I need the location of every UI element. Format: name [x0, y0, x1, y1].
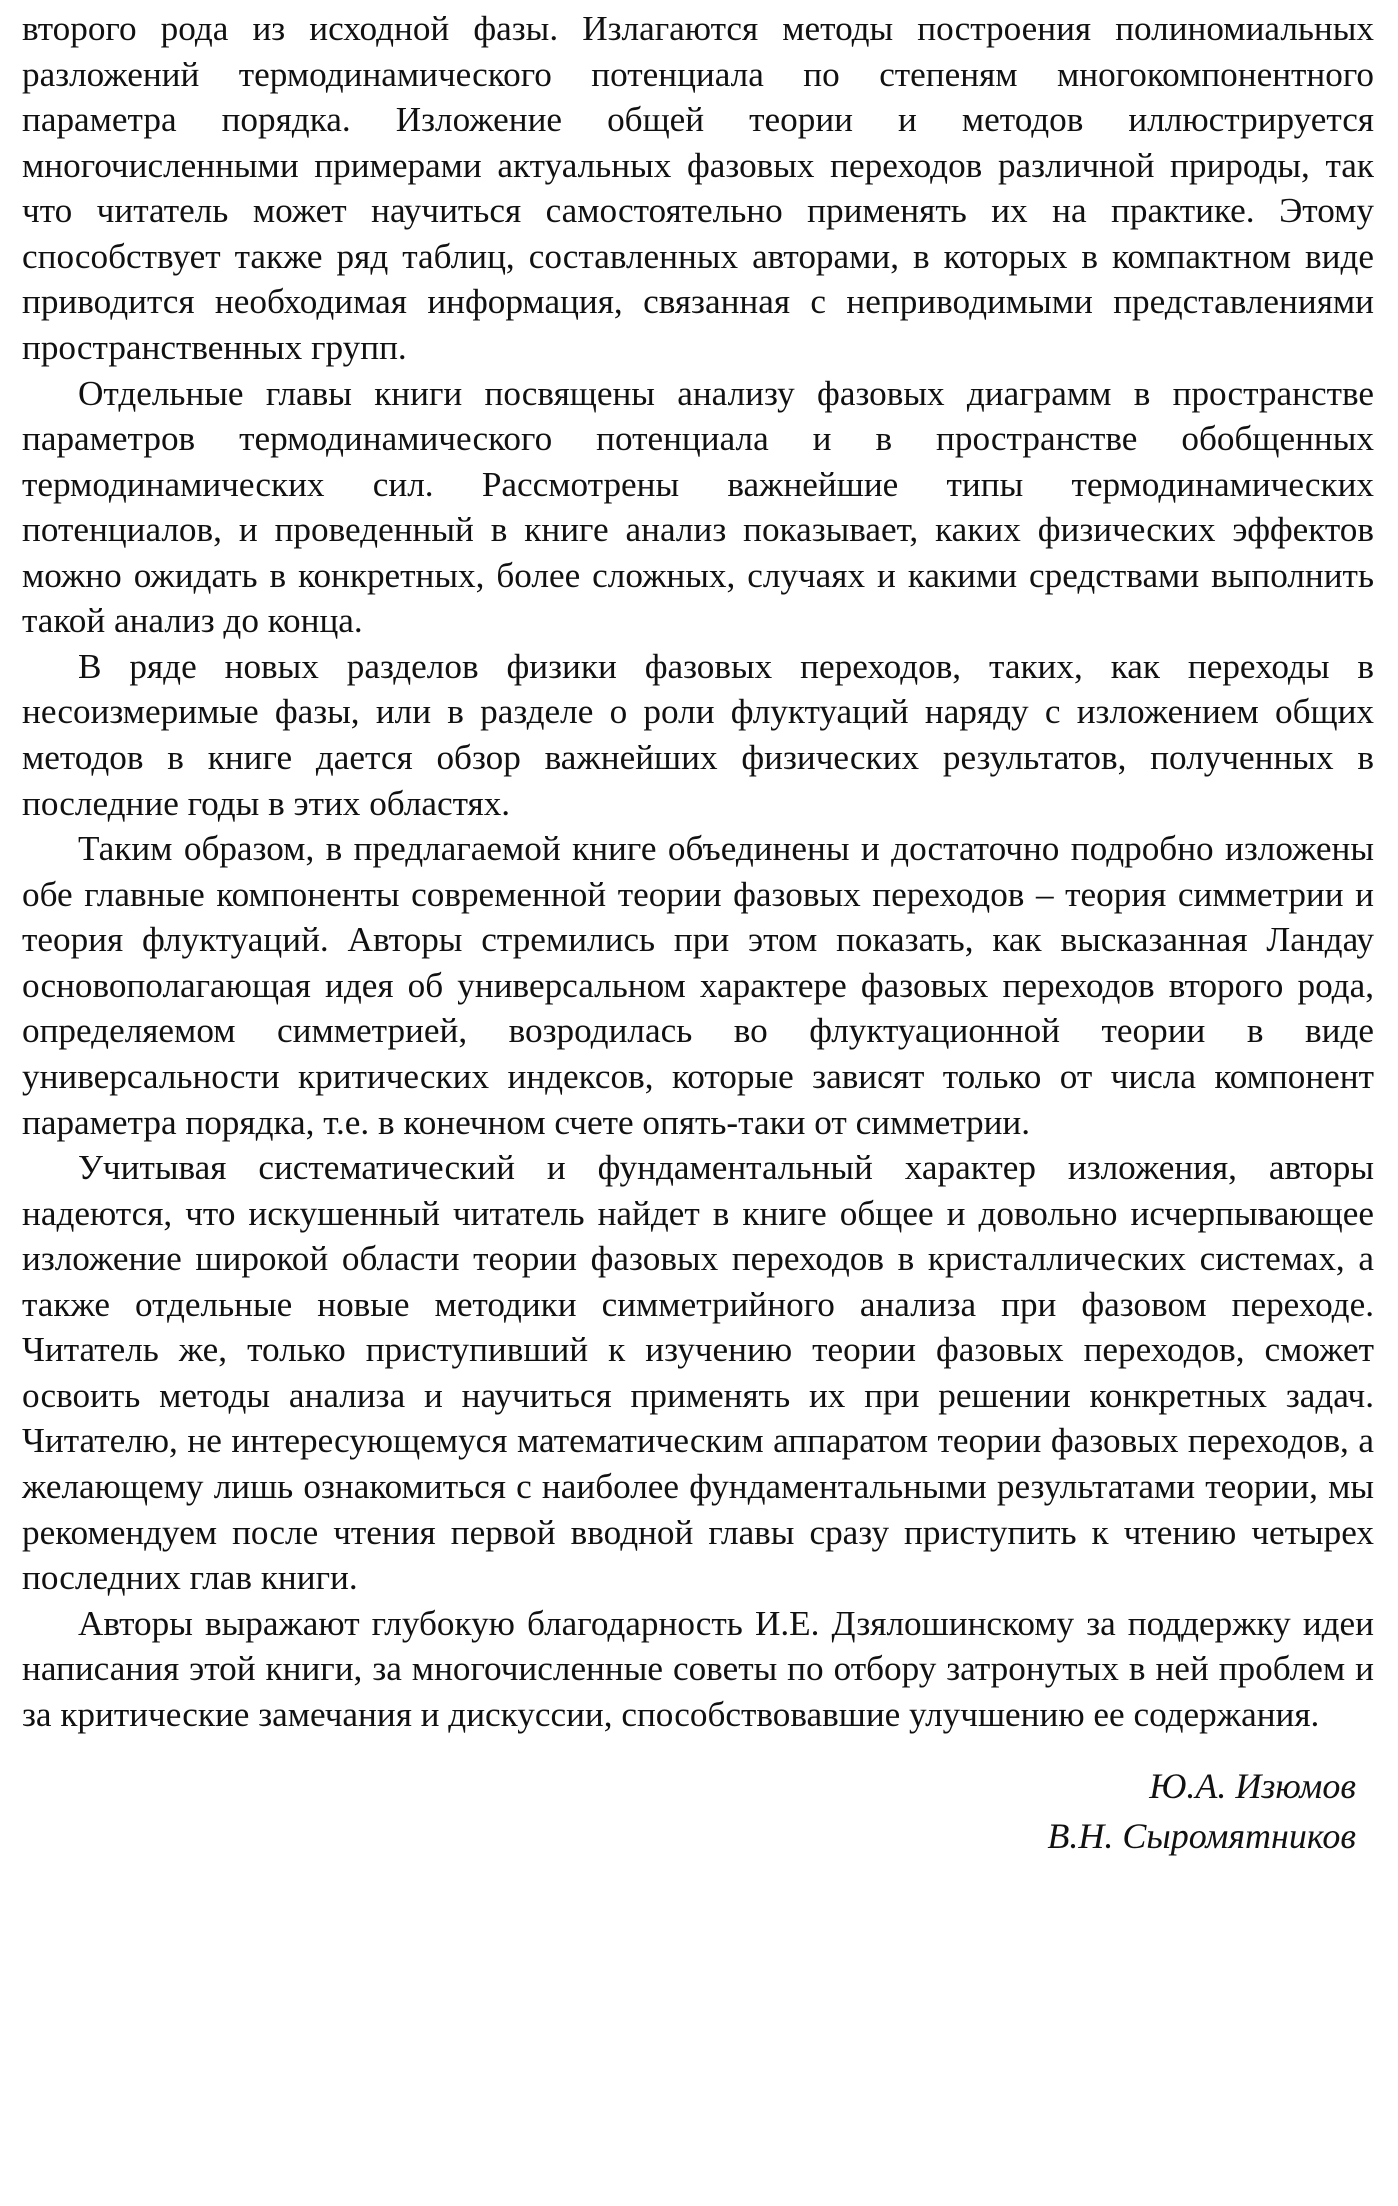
- author-signatures: [22, 1761, 1374, 1861]
- paragraph-phase-diagrams: Отдельные главы книги посвящены анализу фазовых диаграмм в пространстве параметров термодинамического потенциала и в пространстве обобщенных термодинамических сил. Рассмотрены важнейшие типы термодинамических потенциалов, и проведенный в книге анализ показывает, каких физических эффектов можно ожидать в конкретных, более сложных, случаях и какими средствами выполнить такой анализ до конца.: [22, 373, 1374, 641]
- author-signature-syromyatnikov: В.Н. Сыромятников: [1047, 1816, 1356, 1857]
- paragraph-acknowledgement: Авторы выражают глубокую благодарность И.Е. Дзялошинскому за поддержку идеи написания этой книги, за многочисленные советы по отбору затронутых в ней проблем и за критические замечания и дискуссии, способствовавшие улучшению ее содержания.: [22, 1603, 1374, 1734]
- paragraph-reader-advice: Учитывая систематический и фундаментальный характер изложения, авторы надеются, что искушенный читатель найдет в книге общее и довольно исчерпывающее изложение широкой области теории фазовых переходов в кристаллических системах, а также отдельные новые методики симметрийного анализа при фазовом переходе. Читатель же, только приступивший к изучению теории фазовых переходов, сможет освоить методы анализа и научиться применять их при решении конкретных задач. Читателю, не интересующемуся математическим аппаратом теории фазовых переходов, а желающему лишь ознакомиться с наиболее фундаментальными результатами теории, мы рекомендуем после чтения первой вводной главы сразу приступить к чтению четырех последних глав книги.: [22, 1148, 1374, 1598]
- paragraph-new-sections: В ряде новых разделов физики фазовых переходов, таких, как переходы в несоизмеримые фазы, или в разделе о роли флуктуаций наряду с изложением общих методов в книге дается обзор важнейших физических результатов, полученных в последние годы в этих областях.: [22, 646, 1374, 823]
- document-page: [22, 6, 1374, 2200]
- paragraph-continuation: второго рода из исходной фазы. Излагаются методы построения полиномиальных разложений термодинамического потенциала по степеням многокомпонентного параметра порядка. Изложение общей теории и методов иллюстрируется многочисленными примерами актуальных фазовых переходов различной природы, так что читатель может научиться самостоятельно применять их на практике. Этому способствует также ряд таблиц, составленных авторами, в которых в компактном виде приводится необходимая информация, связанная с неприводимыми представлениями пространственных групп.: [22, 9, 1374, 367]
- paragraph-summary: Таким образом, в предлагаемой книге объединены и достаточно подробно изложены обе главные компоненты современной теории фазовых переходов – теория симметрии и теория флуктуаций. Авторы стремились при этом показать, как высказанная Ландау основополагающая идея об универсальном характере фазовых переходов второго рода, определяемом симметрией, возродилась во флуктуационной теории в виде универсальности критических индексов, которые зависят только от числа компонент параметра порядка, т.е. в конечном счете опять-таки от симметрии.: [22, 829, 1374, 1142]
- author-signature-izyumov: Ю.А. Изюмов: [1149, 1766, 1356, 1807]
